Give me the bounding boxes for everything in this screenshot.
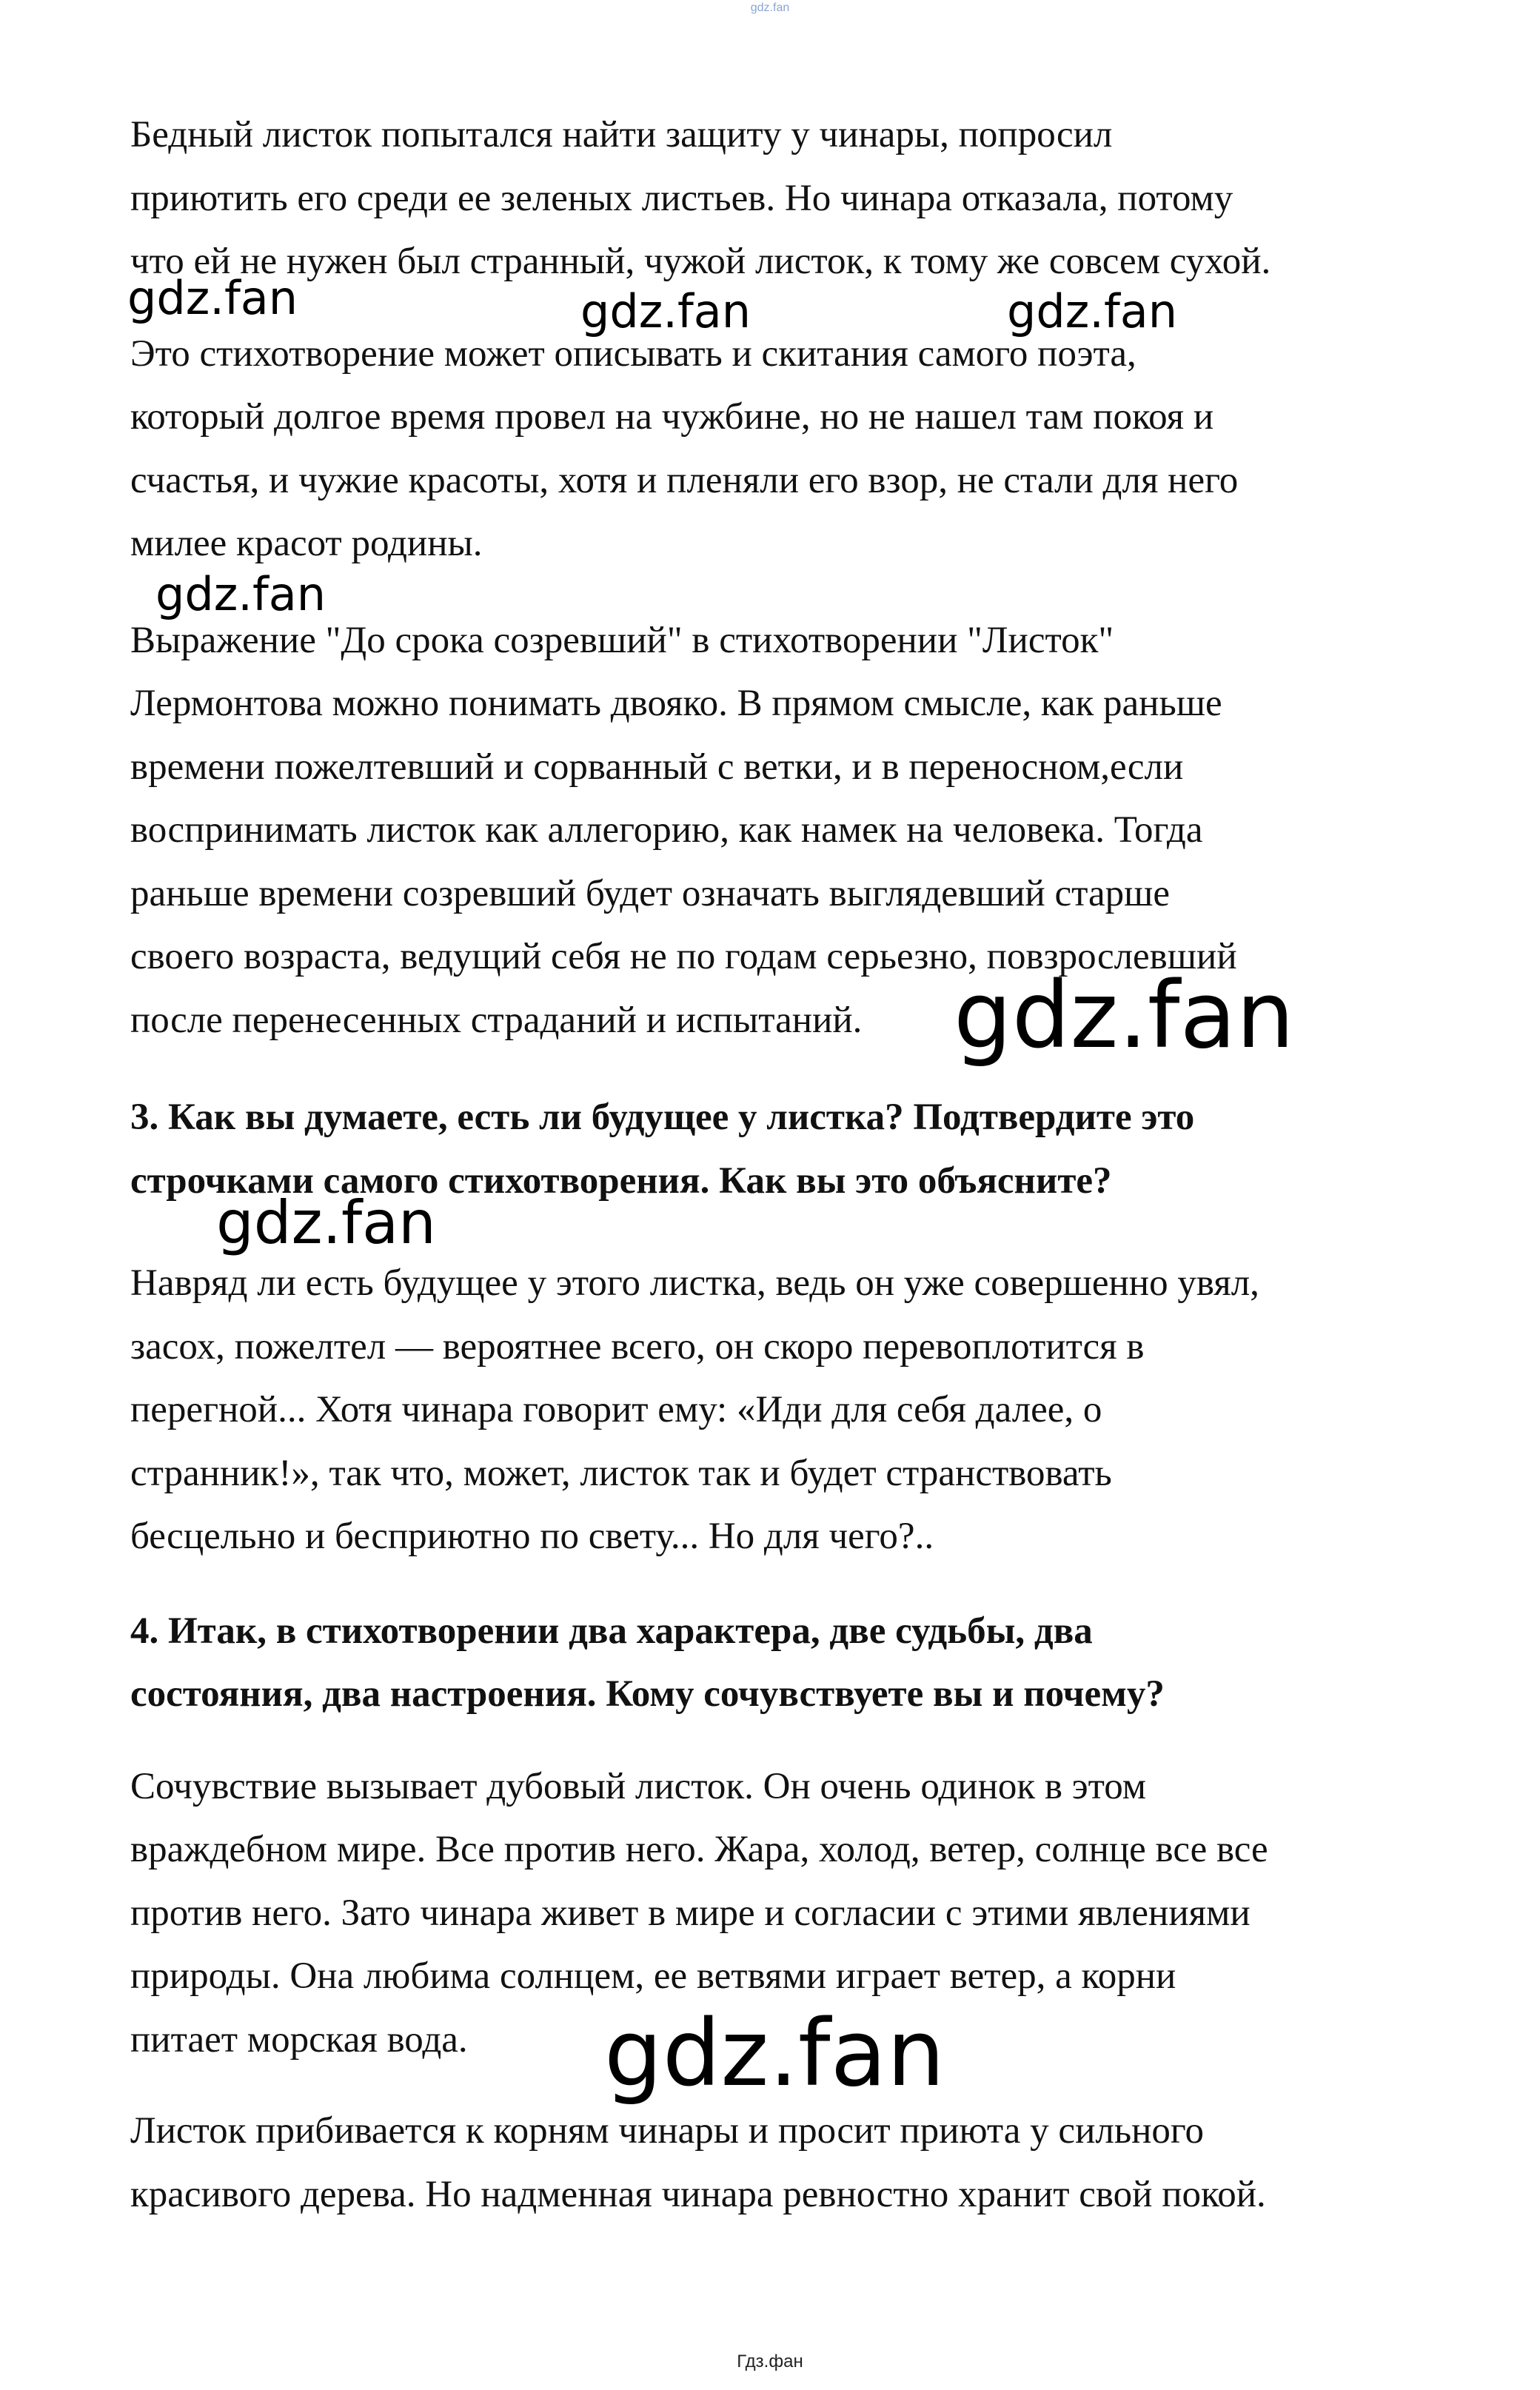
text-line: против него. Зато чинара живет в мире и согласии с этими явлениями [130, 1892, 1251, 1934]
text-line: природы. Она любима солнцем, ее ветвями играет ветер, а корни [130, 1955, 1176, 1997]
question-4 [130, 1600, 1433, 1727]
text-line: Это стихотворение может описывать и скитания самого поэта, [130, 332, 1136, 375]
text-line: Выражение "До срока созревший" в стихотворении "Листок" [130, 619, 1114, 661]
text-line: враждебном мире. Все против него. Жара, холод, ветер, солнце все все [130, 1829, 1268, 1870]
footer-watermark: Гдз.фан [737, 2351, 803, 2371]
question-line: состояния, два настроения. Кому сочувствуете вы и почему? [130, 1673, 1165, 1715]
text-line: перегной... Хотя чинара говорит ему: «Иди для себя далее, о [130, 1389, 1102, 1430]
header-watermark: gdz.fan [750, 1, 790, 14]
watermark: gdz.fan [155, 567, 327, 621]
watermark: gdz.fan [580, 284, 751, 338]
text-line: засох, пожелтел — вероятнее всего, он скоро перевоплотится в [130, 1325, 1145, 1368]
paragraph-leaf-seeks-shelter [130, 104, 1433, 294]
watermark: gdz.fan [127, 271, 298, 325]
text-line: Лермонтова можно понимать двояко. В прямом смысле, как раньше [130, 683, 1222, 724]
watermark: gdz.fan [604, 2001, 945, 2107]
paragraph-poet-wanderings [130, 323, 1433, 576]
text-line: Навряд ли есть будущее у этого листка, ведь он уже совершенно увял, [130, 1262, 1259, 1304]
text-line: приютить его среди ее зеленых листьев. Но чинара отказала, потому [130, 177, 1233, 219]
text-line: своего возраста, ведущий себя не по годам серьезно, повзрослевший [130, 936, 1237, 977]
text-line: Бедный листок попытался найти защиту у чинары, попросил [130, 114, 1113, 155]
text-line: который долгое время провел на чужбине, но не нашел там покоя и [130, 396, 1214, 438]
text-line: красивого дерева. Но надменная чинара ревностно хранит свой покой. [130, 2173, 1266, 2215]
text-line: Листок прибивается к корням чинары и просит приюта у сильного [130, 2110, 1205, 2152]
text-line: странник!», так что, может, листок так и будет странствовать [130, 1452, 1112, 1494]
watermark: gdz.fan [216, 1188, 436, 1257]
text-line: Сочувствие вызывает дубовый листок. Он очень одинок в этом [130, 1765, 1147, 1807]
text-line: бесцельно и бесприютно по свету... Но для чего?.. [130, 1516, 934, 1557]
text-line: счастья, и чужие красоты, хотя и пленяли его взор, не стали для него [130, 459, 1239, 501]
text-line: после перенесенных страданий и испытаний. [130, 999, 863, 1041]
text-line: питает морская вода. [130, 2018, 468, 2061]
document-body [130, 104, 1433, 2226]
answer-4-leaf-shelter [130, 2100, 1433, 2226]
watermark: gdz.fan [954, 963, 1295, 1069]
text-line: раньше времени созревший будет означать выглядевший старше [130, 872, 1171, 914]
text-line: времени пожелтевший и сорванный с ветки, и в переносном,если [130, 746, 1184, 788]
question-line: строчками самого стихотворения. Как вы это объясните? [130, 1159, 1112, 1202]
answer-3 [130, 1252, 1433, 1569]
text-line: что ей не нужен был странный, чужой листок, к тому же совсем сухой. [130, 241, 1271, 282]
text-line: милее красот родины. [130, 523, 483, 564]
question-line: 3. Как вы думаете, есть ли будущее у листка? Подтвердите это [130, 1097, 1195, 1138]
text-line: воспринимать листок как аллегорию, как намек на человека. Тогда [130, 809, 1203, 851]
question-line: 4. Итак, в стихотворении два характера, две судьбы, два [130, 1610, 1093, 1652]
watermark: gdz.fan [1007, 284, 1178, 338]
